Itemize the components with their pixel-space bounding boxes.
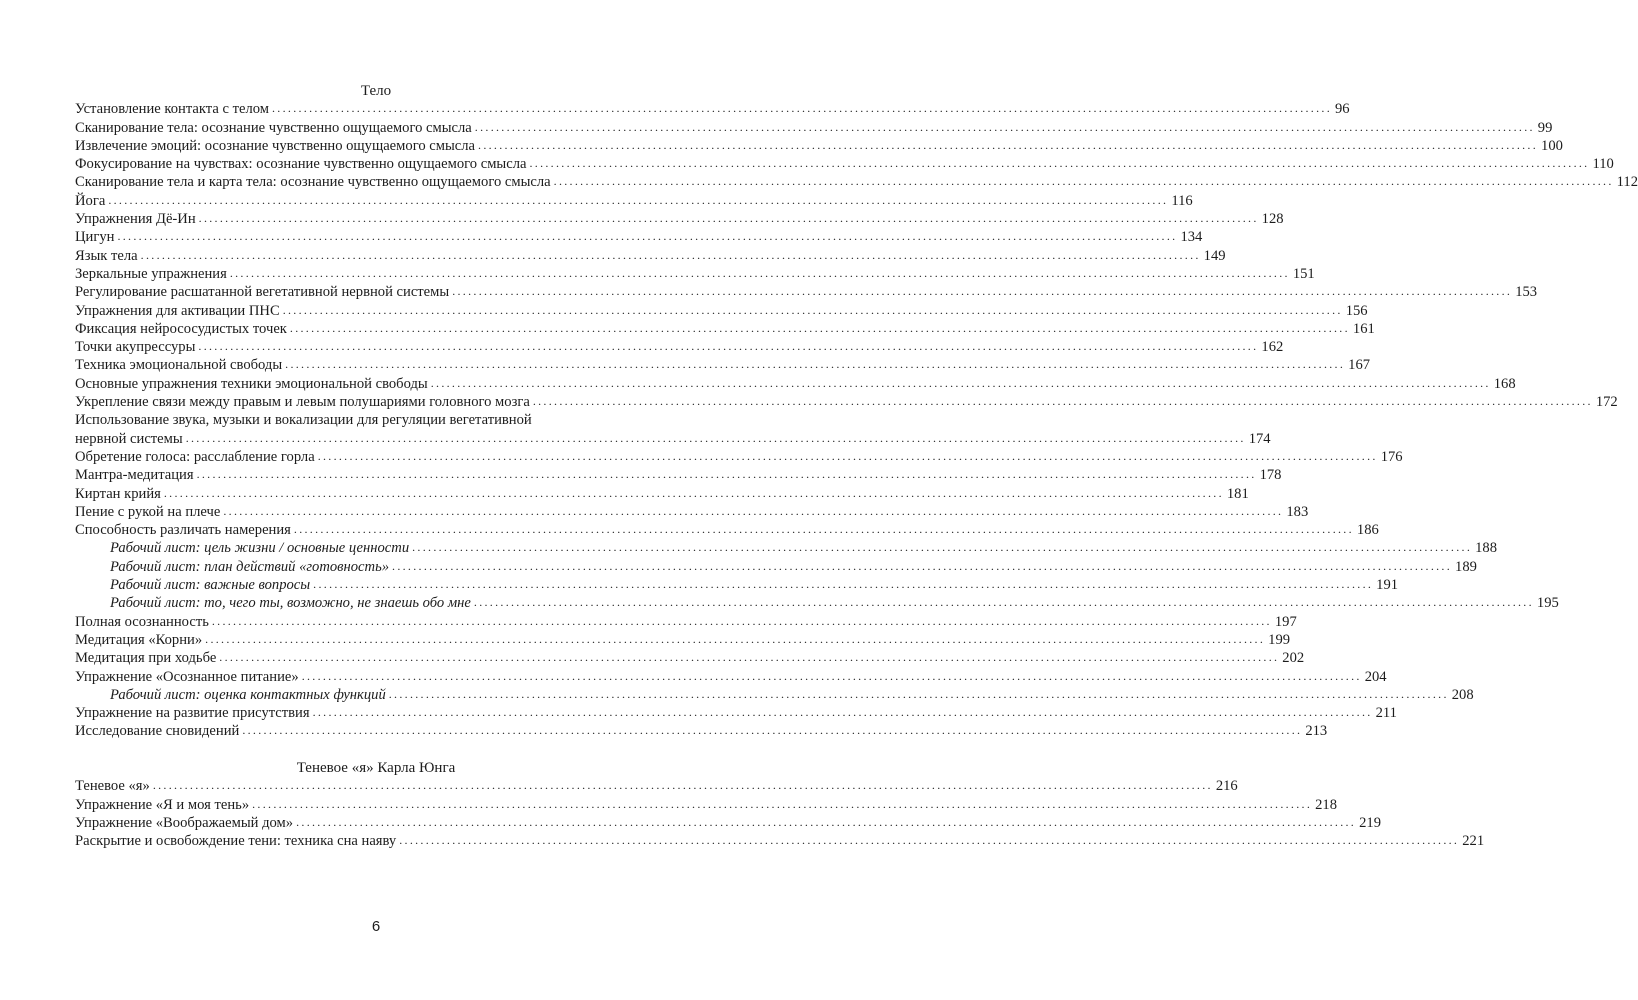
toc-page-number: 213: [1305, 723, 1328, 740]
toc-page-number: 174: [1248, 430, 1271, 447]
toc-entry[interactable]: [75, 466, 1282, 484]
toc-entry-title: Теневое «я»: [75, 778, 150, 795]
leader-dots: ........................................................................................................................................................................................................: [312, 705, 1373, 720]
leader-dots: ........................................................................................................................................................................................................: [293, 522, 1354, 537]
toc-entry-title: Упражнение «Воображаемый дом»: [75, 814, 294, 831]
toc-entry-title: Рабочий лист: то, чего ты, возможно, не знаешь обо мне: [110, 595, 471, 612]
page-number: 6: [371, 918, 381, 935]
toc-entry[interactable]: [75, 301, 1368, 319]
toc-entry-title: Сканирование тела: осознание чувственно ощущаемого смысла: [75, 119, 472, 136]
leader-dots: ........................................................................................................................................................................................................: [553, 174, 1614, 189]
toc-page-number: 149: [1203, 247, 1226, 264]
leader-dots: ........................................................................................................................................................................................................: [198, 339, 1259, 354]
toc-page-number: 128: [1261, 211, 1284, 228]
leader-dots: ........................................................................................................................................................................................................: [117, 229, 1178, 244]
toc-entry-title: Раскрытие и освобождение тени: техника сна наяву: [75, 833, 397, 850]
toc-entry[interactable]: [75, 246, 1226, 264]
toc-page-number: 181: [1226, 485, 1249, 502]
toc-entry[interactable]: [75, 448, 1403, 466]
toc-entry-title: Техника эмоциональной свободы: [75, 357, 283, 374]
toc-page-number: 208: [1451, 686, 1474, 703]
toc-entry[interactable]: [75, 118, 1553, 136]
leader-dots: ........................................................................................................................................................................................................: [388, 686, 1449, 701]
leader-dots: ........................................................................................................................................................................................................: [196, 467, 1257, 482]
toc-entry[interactable]: [75, 393, 1618, 411]
toc-entry-title: Фиксация нейрососудистых точек: [75, 320, 287, 337]
toc-page-number: 178: [1259, 467, 1282, 484]
leader-dots: ........................................................................................................................................................................................................: [229, 265, 1290, 280]
toc-entry[interactable]: [75, 484, 1249, 502]
toc-page-number: 218: [1315, 796, 1338, 813]
toc-subentry[interactable]: [75, 557, 1477, 575]
toc-page-number: 96: [1335, 101, 1350, 118]
toc-entry[interactable]: [75, 191, 1193, 209]
toc-entry-title: Упражнение на развитие присутствия: [75, 705, 310, 722]
toc-entry-title: Основные упражнения техники эмоциональной свободы: [75, 375, 428, 392]
toc-entry[interactable]: [75, 137, 1563, 155]
toc-entry-title: Рабочий лист: важные вопросы: [110, 577, 311, 594]
toc-entry-title: Способность различать намерения: [75, 522, 291, 539]
toc-entry-title: Регулирование расшатанной вегетативной нервной системы: [75, 284, 450, 301]
toc-entry-title: Рабочий лист: оценка контактных функций: [110, 686, 386, 703]
leader-dots: ........................................................................................................................................................................................................: [211, 613, 1272, 628]
toc-entry[interactable]: [75, 612, 1297, 630]
leader-dots: ........................................................................................................................................................................................................: [474, 119, 1535, 134]
toc-entry[interactable]: [75, 649, 1305, 667]
toc-entry-title: Упражнение «Я и моя тень»: [75, 796, 250, 813]
leader-dots: ........................................................................................................................................................................................................: [163, 485, 1224, 500]
toc-entry[interactable]: [75, 503, 1309, 521]
leader-dots: ........................................................................................................................................................................................................: [473, 595, 1534, 610]
toc-page-number: 99: [1537, 119, 1553, 136]
leader-dots: ........................................................................................................................................................................................................: [205, 631, 1266, 646]
toc-entry[interactable]: [75, 704, 1397, 722]
toc-page-number: 156: [1345, 302, 1368, 319]
leader-dots: ........................................................................................................................................................................................................: [185, 430, 1246, 445]
leader-dots: ........................................................................................................................................................................................................: [108, 192, 1169, 207]
toc-page-number: 186: [1356, 522, 1379, 539]
toc-entry-title: Использование звука, музыки и вокализации для регуляции вегетативной: [75, 412, 532, 429]
leader-dots: ........................................................................................................................................................................................................: [282, 302, 1343, 317]
leader-dots: ........................................................................................................................................................................................................: [317, 448, 1378, 463]
toc-page-number: 221: [1462, 833, 1485, 850]
toc-entry-title: Язык тела: [75, 247, 138, 264]
toc-entry-title: Укрепление связи между правым и левым полушариями головного мозга: [75, 394, 530, 411]
leader-dots: ........................................................................................................................................................................................................: [478, 137, 1539, 152]
toc-entry[interactable]: [75, 777, 1238, 795]
toc-entry-title: Сканирование тела и карта тела: осознание чувственно ощущаемого смысла: [75, 174, 551, 191]
toc-entry-title: Медитация при ходьбе: [75, 650, 217, 667]
toc-page-number: 100: [1541, 137, 1563, 154]
leader-dots: ........................................................................................................................................................................................................: [223, 503, 1284, 518]
toc-entry[interactable]: [75, 832, 1485, 850]
leader-dots: ........................................................................................................................................................................................................: [392, 558, 1453, 573]
toc-entry-title: Пение с рукой на плече: [75, 503, 221, 520]
leader-dots: ........................................................................................................................................................................................................: [285, 357, 1346, 372]
toc-entry-title-continuation: нервной системы: [75, 430, 183, 447]
leader-dots: ........................................................................................................................................................................................................: [296, 814, 1357, 829]
toc-entry[interactable]: [75, 631, 1291, 649]
toc-entry-title: Киртан крийя: [75, 485, 161, 502]
toc-page-number: 167: [1348, 357, 1371, 374]
toc-entry-title: Мантра-медитация: [75, 467, 194, 484]
toc-entry[interactable]: [75, 265, 1315, 283]
toc-page-number: 176: [1380, 448, 1403, 465]
leader-dots: ........................................................................................................................................................................................................: [532, 394, 1593, 409]
toc-entry[interactable]: [75, 100, 1350, 118]
toc-entry-title: Полная осознанность: [75, 613, 209, 630]
toc-entry[interactable]: [75, 283, 1538, 301]
leader-dots: ........................................................................................................................................................................................................: [399, 833, 1460, 848]
leader-dots: ........................................................................................................................................................................................................: [242, 723, 1303, 738]
toc-page-number: 199: [1268, 631, 1291, 648]
toc-entry-title: Зеркальные упражнения: [75, 265, 227, 282]
toc-entry[interactable]: [75, 356, 1371, 374]
toc-entry[interactable]: [75, 521, 1379, 539]
toc-page-number: 195: [1536, 595, 1559, 612]
toc-entry-title: Медитация «Корни»: [75, 631, 203, 648]
toc-subentry[interactable]: [75, 686, 1474, 704]
leader-dots: ........................................................................................................................................................................................................: [140, 247, 1201, 262]
section-title-body: Тело: [360, 83, 392, 99]
toc-page-number: 219: [1359, 814, 1381, 831]
toc-entry[interactable]: [75, 795, 1338, 813]
toc-page-number: 189: [1455, 558, 1477, 575]
toc-page-number: 116: [1171, 192, 1193, 209]
toc-page-number: 153: [1515, 284, 1538, 301]
toc-entry[interactable]: [75, 814, 1381, 832]
toc-entry[interactable]: [75, 374, 1516, 392]
leader-dots: ........................................................................................................................................................................................................: [452, 284, 1513, 299]
toc-page-number: 162: [1261, 339, 1284, 356]
toc-page-number: 188: [1475, 540, 1498, 557]
toc-entry[interactable]: [75, 155, 1614, 173]
toc-page-number: 168: [1493, 375, 1516, 392]
toc-list-body: [75, 100, 1638, 740]
toc-entry-title: Исследование сновидений: [75, 723, 240, 740]
toc-page-number: 202: [1282, 650, 1305, 667]
toc-entry-title: Извлечение эмоций: осознание чувственно ощущаемого смысла: [75, 137, 476, 154]
toc-page-number: 204: [1364, 668, 1387, 685]
leader-dots: ........................................................................................................................................................................................................: [289, 320, 1350, 335]
toc-list-shadow: [75, 777, 1485, 850]
toc-entry[interactable]: [75, 173, 1638, 191]
toc-page-number: 161: [1352, 320, 1375, 337]
toc-entry-title: Рабочий лист: план действий «готовность»: [110, 558, 390, 575]
toc-entry-title: Упражнение «Осознанное питание»: [75, 668, 299, 685]
leader-dots: ........................................................................................................................................................................................................: [272, 101, 1332, 116]
toc-entry-title: Цигун: [75, 229, 115, 246]
toc-subentry[interactable]: [75, 576, 1399, 594]
leader-dots: ........................................................................................................................................................................................................: [412, 540, 1473, 555]
toc-entry-title: Упражнения Дё-Ин: [75, 211, 196, 228]
toc-subentry[interactable]: [75, 539, 1498, 557]
leader-dots: ........................................................................................................................................................................................................: [252, 796, 1313, 811]
leader-dots: ........................................................................................................................................................................................................: [301, 668, 1362, 683]
leader-dots: ........................................................................................................................................................................................................: [529, 156, 1590, 171]
leader-dots: ........................................................................................................................................................................................................: [430, 375, 1491, 390]
toc-page-number: 183: [1286, 503, 1309, 520]
toc-entry[interactable]: [75, 722, 1328, 740]
toc-entry[interactable]: [75, 429, 1271, 447]
toc-page-number: 216: [1215, 778, 1238, 795]
toc-page-number: 134: [1180, 229, 1203, 246]
leader-dots: ........................................................................................................................................................................................................: [198, 211, 1259, 226]
toc-entry[interactable]: [75, 228, 1203, 246]
section-title-shadow: Теневое «я» Карла Юнга: [296, 760, 456, 776]
toc-entry-title: Точки акупрессуры: [75, 339, 196, 356]
toc-page-number: 172: [1595, 394, 1618, 411]
toc-page-number: 191: [1376, 577, 1399, 594]
toc-entry[interactable]: [75, 338, 1284, 356]
toc-entry[interactable]: [75, 667, 1387, 685]
toc-entry-title: Установление контакта с телом: [75, 101, 269, 118]
toc-page-number: 197: [1274, 613, 1297, 630]
toc-entry[interactable]: [75, 210, 1284, 228]
toc-entry-title: Рабочий лист: цель жизни / основные ценности: [110, 540, 410, 557]
leader-dots: ........................................................................................................................................................................................................: [219, 650, 1280, 665]
toc-entry-title: Обретение голоса: расслабление горла: [75, 448, 315, 465]
toc-page-number: 112: [1616, 174, 1638, 191]
leader-dots: ........................................................................................................................................................................................................: [313, 577, 1374, 592]
toc-entry-line: [75, 411, 679, 429]
toc-entry[interactable]: [75, 320, 1375, 338]
toc-page-number: 211: [1375, 705, 1397, 722]
toc-entry-title: Упражнения для активации ПНС: [75, 302, 280, 319]
toc-page-number: 110: [1592, 156, 1614, 173]
toc-entry-title: Фокусирование на чувствах: осознание чувственно ощущаемого смысла: [75, 156, 527, 173]
toc-page-number: 151: [1292, 265, 1315, 282]
toc-subentry[interactable]: [75, 594, 1559, 612]
leader-dots: ........................................................................................................................................................................................................: [152, 778, 1213, 793]
toc-entry-title: Йога: [75, 192, 106, 209]
